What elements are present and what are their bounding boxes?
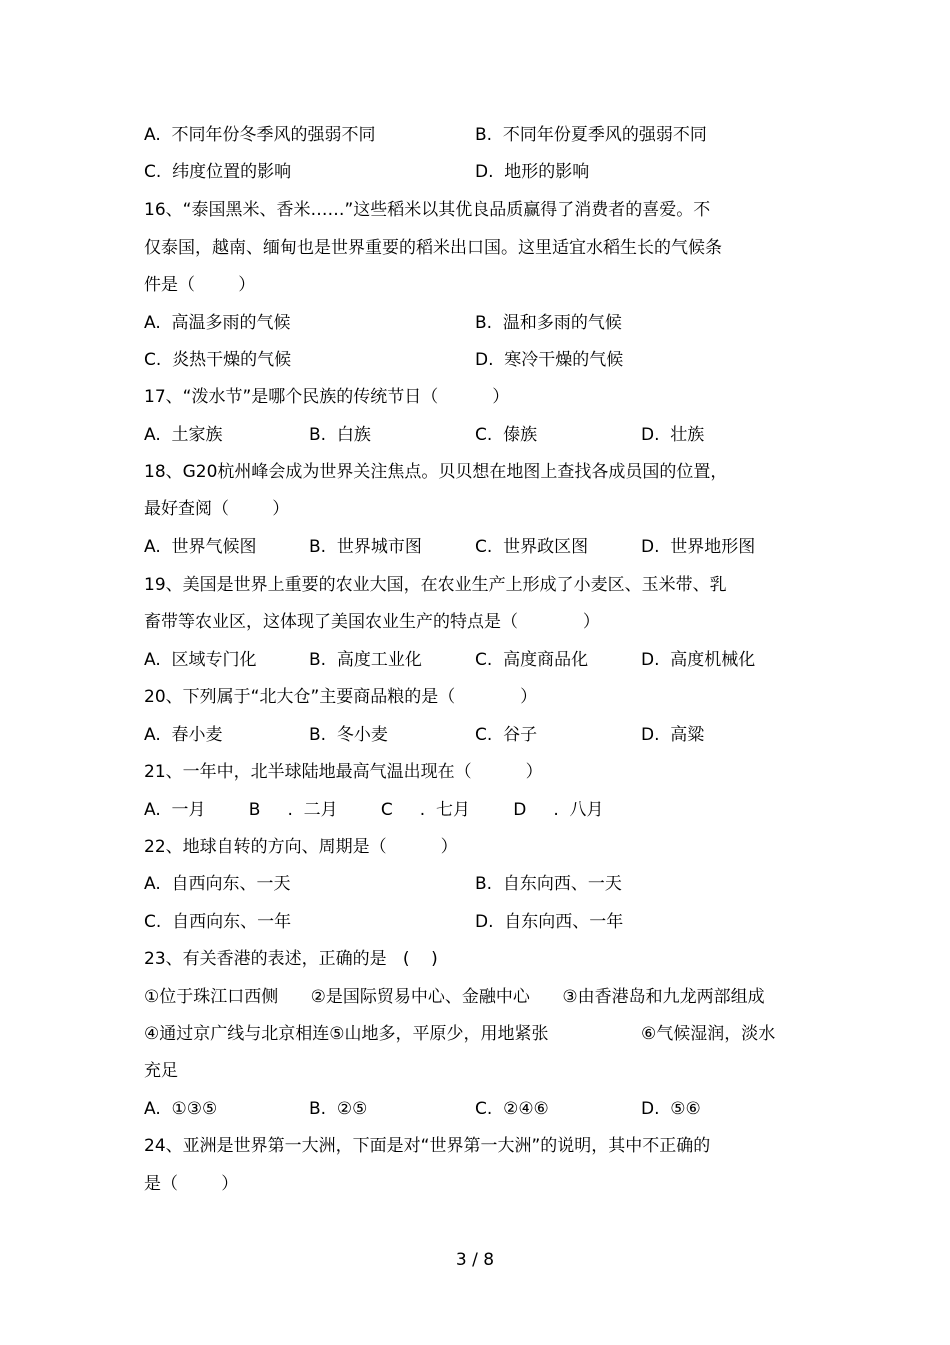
q15-option-d: D. 地形的影响 xyxy=(475,162,590,182)
q19-option-d: D. 高度机械化 xyxy=(641,650,756,670)
q20-option-a: A. 春小麦 xyxy=(144,725,223,745)
q22-option-a: A. 自西向东、一天 xyxy=(144,874,291,894)
q24-line-2: 是（ ） xyxy=(144,1174,239,1194)
q23-statements-2: ④通过京广线与北京相连⑤山地多，平原少，用地紧张 xyxy=(144,1024,549,1044)
q18-option-b: B. 世界城市图 xyxy=(309,537,422,557)
q19-option-c: C. 高度商品化 xyxy=(475,650,589,670)
q23-question: 23、有关香港的表述，正确的是 ( ) xyxy=(144,949,438,969)
q21-options: A. 一月 B . 二月 C . 七月 D . 八月 xyxy=(144,800,604,820)
q22-option-d: D. 自东向西、一年 xyxy=(475,912,624,932)
q16-line-3: 件是（ ） xyxy=(144,275,256,295)
q23-statements-2b: ⑥气候湿润，淡水 xyxy=(641,1024,776,1044)
q18-option-c: C. 世界政区图 xyxy=(475,537,589,557)
q16-line-2: 仅泰国，越南、缅甸也是世界重要的稻米出口国。这里适宜水稻生长的气候条 xyxy=(144,238,722,258)
q20-option-c: C. 谷子 xyxy=(475,725,538,745)
q19-line-2: 畜带等农业区，这体现了美国农业生产的特点是（ ） xyxy=(144,612,600,632)
q16-option-d: D. 寒冷干燥的气候 xyxy=(475,350,624,370)
q17-option-d: D. 壮族 xyxy=(641,425,705,445)
q21-question: 21、一年中，北半球陆地最高气温出现在（ ） xyxy=(144,762,543,782)
q24-line-1: 24、亚洲是世界第一大洲，下面是对“世界第一大洲”的说明，其中不正确的 xyxy=(144,1136,711,1156)
q16-option-c: C. 炎热干燥的气候 xyxy=(144,350,292,370)
q16-option-a: A. 高温多雨的气候 xyxy=(144,313,291,333)
q16-line-1: 16、“泰国黑米、香米……”这些稻米以其优良品质赢得了消费者的喜爱。不 xyxy=(144,200,711,220)
q17-question: 17、“泼水节”是哪个民族的传统节日（ ） xyxy=(144,387,510,407)
q19-line-1: 19、美国是世界上重要的农业大国，在农业生产上形成了小麦区、玉米带、乳 xyxy=(144,575,727,595)
q22-question: 22、地球自转的方向、周期是（ ） xyxy=(144,837,458,857)
q22-option-b: B. 自东向西、一天 xyxy=(475,874,622,894)
q17-option-c: C. 傣族 xyxy=(475,425,538,445)
q20-option-d: D. 高粱 xyxy=(641,725,705,745)
q15-option-b: B. 不同年份夏季风的强弱不同 xyxy=(475,125,707,145)
q19-option-b: B. 高度工业化 xyxy=(309,650,422,670)
q20-question: 20、下列属于“北大仓”主要商品粮的是（ ） xyxy=(144,687,538,707)
q18-option-d: D. 世界地形图 xyxy=(641,537,756,557)
q23-option-c: C. ②④⑥ xyxy=(475,1099,549,1119)
q16-option-b: B. 温和多雨的气候 xyxy=(475,313,622,333)
q22-option-c: C. 自西向东、一年 xyxy=(144,912,292,932)
page-number: 3 / 8 xyxy=(455,1250,495,1270)
q18-line-1: 18、G20杭州峰会成为世界关注焦点。贝贝想在地图上查找各成员国的位置， xyxy=(144,462,728,482)
q23-option-a: A. ①③⑤ xyxy=(144,1099,218,1119)
q15-option-c: C. 纬度位置的影响 xyxy=(144,162,292,182)
q17-option-a: A. 土家族 xyxy=(144,425,223,445)
q20-option-b: B. 冬小麦 xyxy=(309,725,388,745)
q23-statements-1: ①位于珠江口西侧 ②是国际贸易中心、金融中心 ③由香港岛和九龙两部组成 xyxy=(144,987,765,1007)
q23-option-b: B. ②⑤ xyxy=(309,1099,368,1119)
q18-line-2: 最好查阅（ ） xyxy=(144,499,290,519)
q23-option-d: D. ⑤⑥ xyxy=(641,1099,701,1119)
q18-option-a: A. 世界气候图 xyxy=(144,537,257,557)
q19-option-a: A. 区域专门化 xyxy=(144,650,257,670)
q23-statements-3: 充足 xyxy=(144,1061,178,1081)
q15-option-a: A. 不同年份冬季风的强弱不同 xyxy=(144,125,376,145)
q17-option-b: B. 白族 xyxy=(309,425,371,445)
